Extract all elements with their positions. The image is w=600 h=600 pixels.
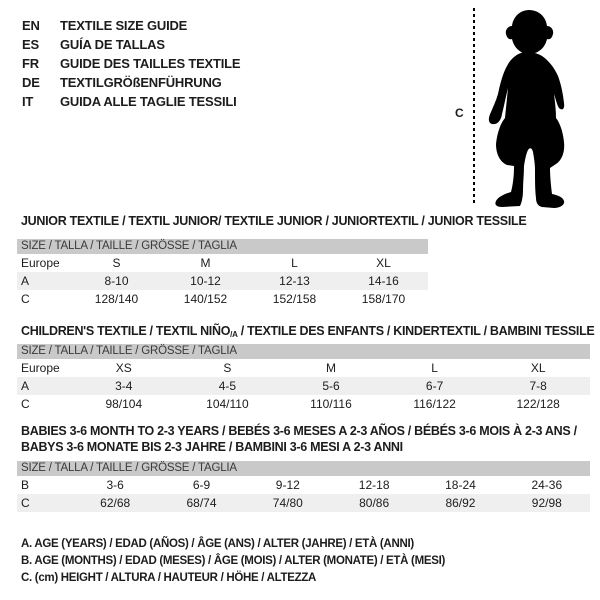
section-title-babies-line1: BABIES 3-6 MONTH TO 2-3 YEARS / BEBÉS 3-6 MESES A 2-3 AÑOS / BÉBÉS 3-6 MOIS À 2-3 ANS / [21, 424, 577, 438]
guide-title-de: TEXTILGRÖßENFÜHRUNG [60, 75, 222, 90]
table-cell: 86/92 [445, 496, 476, 510]
section-title-children-post: / TEXTILE DES ENFANTS / KINDERTEXTIL / BAMBINI TESSILE [237, 324, 595, 338]
table-cell: 3-6 [106, 478, 124, 492]
height-measure-dashed-line [473, 8, 475, 206]
table-cell: 128/140 [94, 292, 139, 306]
table-cell: 158/170 [361, 292, 406, 306]
table-cell: 92/98 [531, 496, 562, 510]
table-row [17, 377, 590, 395]
note-b: B. AGE (MONTHS) / EDAD (MESES) / ÂGE (MOIS) / ALTER (MONATE) / ETÀ (MESI) [21, 555, 446, 567]
table-cell: 140/152 [183, 292, 228, 306]
babies-size-table [17, 461, 590, 512]
language-code: IT [22, 94, 34, 109]
table-cell: 4-5 [218, 379, 237, 393]
table-cell: XL [530, 361, 546, 375]
baby-silhouette-icon [478, 6, 588, 210]
section-title-children [21, 324, 594, 339]
row-label: Europe [21, 256, 60, 270]
table-cell: 6-7 [425, 379, 444, 393]
table-cell: 98/104 [105, 397, 143, 411]
row-label: C [21, 292, 30, 306]
section-title-children-pre: CHILDREN'S TEXTILE / TEXTIL NIÑO [21, 324, 231, 338]
table-cell: 5-6 [322, 379, 340, 393]
note-a: A. AGE (YEARS) / EDAD (AÑOS) / ÂGE (ANS) / ALTER (JAHRE) / ETÀ (ANNI) [21, 538, 414, 550]
size-header-bar: SIZE / TALLA / TAILLE / GRÖSSE / TAGLIA [17, 239, 428, 254]
language-row-fr [22, 54, 240, 73]
table-cell: 116/122 [413, 397, 456, 411]
table-row [17, 395, 590, 413]
legend-notes [21, 536, 445, 587]
language-row-it [22, 92, 240, 111]
language-code: DE [22, 75, 40, 90]
junior-size-table [17, 239, 428, 308]
section-title-babies [21, 423, 581, 455]
row-label: Europe [21, 361, 60, 375]
table-row [17, 359, 590, 377]
note-c: C. (cm) HEIGHT / ALTURA / HAUTEUR / HÖHE / ALTEZZA [21, 572, 317, 584]
table-cell: 18-24 [445, 478, 476, 492]
table-cell: S [223, 361, 232, 375]
section-title-junior: JUNIOR TEXTILE / TEXTIL JUNIOR/ TEXTILE JUNIOR / JUNIORTEXTIL / JUNIOR TESSILE [21, 214, 527, 228]
children-size-table [17, 344, 590, 413]
size-header-bar: SIZE / TALLA / TAILLE / GRÖSSE / TAGLIA [17, 344, 590, 359]
guide-title-en: TEXTILE SIZE GUIDE [60, 18, 188, 33]
row-label: A [21, 274, 30, 288]
table-row [17, 494, 590, 512]
table-row [17, 254, 428, 272]
table-cell: S [112, 256, 121, 270]
table-cell: 74/80 [272, 496, 303, 510]
table-cell: 104/110 [206, 397, 249, 411]
language-row-en [22, 16, 240, 35]
row-label: B [21, 478, 30, 492]
height-measure-label: C [455, 106, 464, 120]
language-code: EN [22, 18, 40, 33]
table-cell: XL [376, 256, 391, 270]
table-cell: 152/158 [272, 292, 317, 306]
row-label: C [21, 496, 30, 510]
table-cell: 62/68 [100, 496, 131, 510]
table-cell: 3-4 [115, 379, 133, 393]
guide-title-it: GUIDA ALLE TAGLIE TESSILI [60, 94, 237, 109]
table-cell: 110/116 [310, 397, 352, 411]
language-row-de [22, 73, 240, 92]
row-label: A [21, 379, 30, 393]
language-code: FR [22, 56, 39, 71]
table-cell: 14-16 [368, 274, 399, 288]
language-list [22, 16, 240, 111]
table-cell: 12-13 [279, 274, 310, 288]
guide-title-es: GUÍA DE TALLAS [60, 37, 165, 52]
guide-title-fr: GUIDE DES TAILLES TEXTILE [60, 56, 241, 71]
table-cell: L [291, 256, 298, 270]
table-cell: XS [115, 361, 132, 375]
table-cell: 9-12 [275, 478, 300, 492]
table-cell: M [325, 361, 336, 375]
section-title-children-sub: /A [230, 330, 238, 339]
table-cell: 80/86 [359, 496, 390, 510]
table-cell: 122/128 [516, 397, 560, 411]
table-cell: M [200, 256, 211, 270]
size-header-bar: SIZE / TALLA / TAILLE / GRÖSSE / TAGLIA [17, 461, 590, 476]
table-cell: 7-8 [529, 379, 547, 393]
language-code: ES [22, 37, 39, 52]
table-row [17, 476, 590, 494]
table-cell: L [431, 361, 438, 375]
section-title-babies-line2: BABYS 3-6 MONATE BIS 2-3 JAHRE / BAMBINI 3-6 MESI A 2-3 ANNI [21, 440, 403, 454]
table-cell: 12-18 [358, 478, 390, 492]
table-cell: 68/74 [186, 496, 217, 510]
table-cell: 6-9 [192, 478, 211, 492]
language-row-es [22, 35, 240, 54]
table-row [17, 272, 428, 290]
table-cell: 24-36 [531, 478, 563, 492]
table-row [17, 290, 428, 308]
table-cell: 10-12 [190, 274, 221, 288]
row-label: C [21, 397, 30, 411]
table-cell: 8-10 [104, 274, 129, 288]
